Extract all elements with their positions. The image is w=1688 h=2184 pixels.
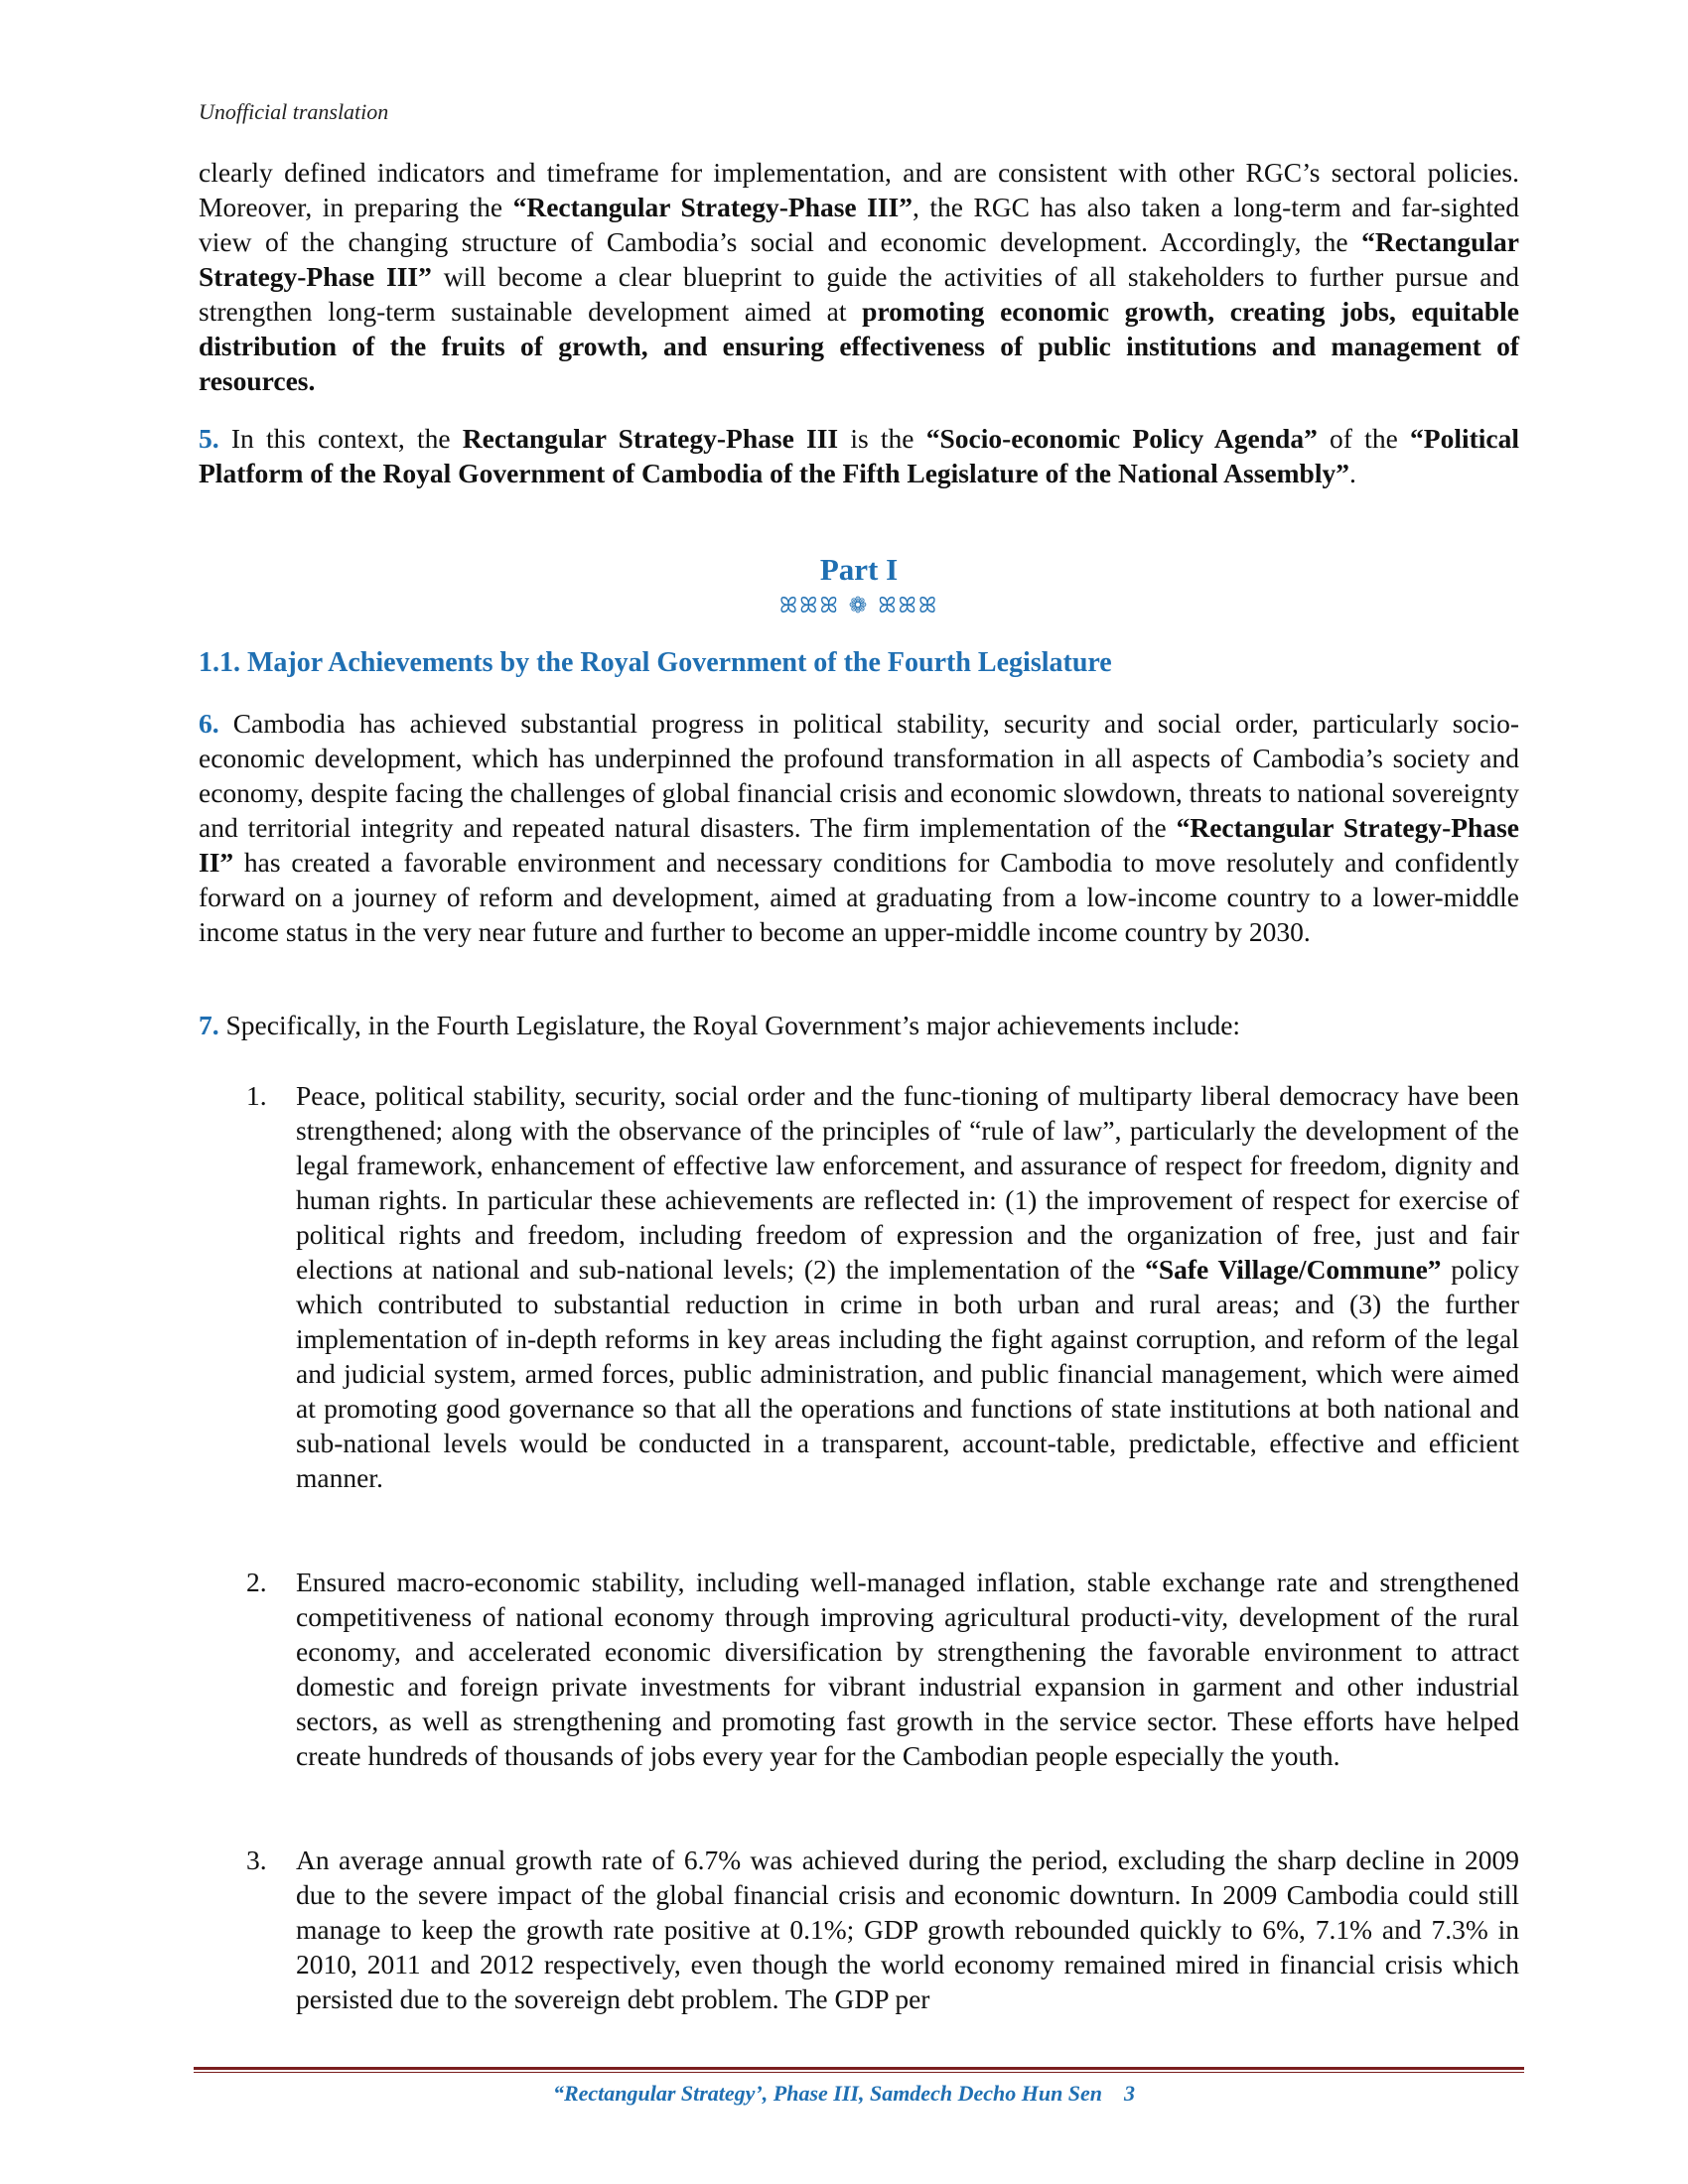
text-run: Cambodia has achieved substantial progress in political stability, security and social order, particularly socio-economic development, which has underpinned the profound transformation in all aspects of Cambodia’s society and economy, despite facing the challenges of global financial crisis and economic slowdown, threats to national sovereignty and territorial integrity and repeated natural disasters. The firm implementation of the — [199, 708, 1519, 843]
bold-run: “Political Platform of the Royal Government of Cambodia of the Fifth Legislature of the National Assembly” — [199, 423, 1519, 488]
list-marker: 1. — [246, 1080, 267, 1111]
text-run: Ensured macro-economic stability, including well-managed inflation, stable exchange rate and strengthened competitiveness of national economy through improving agricultural producti-vity, development of the rural economy, and accelerated economic diversification by strengthening the favorable environment to attract domestic and foreign private investments for vibrant industrial expansion in garment and other industrial sectors, as well as strengthening and promoting fast growth in the service sector. These efforts have helped create hundreds of thousands of jobs every year for the Cambodian people especially the youth. — [296, 1567, 1519, 1771]
bold-run: Rectangular Strategy-Phase III — [462, 423, 839, 454]
text-run: of the — [1317, 423, 1411, 454]
text-run: , the RGC has also taken a long-term and far-sighted view of the changing structure of Cambodia’s social and economic development. Accordingly, the — [199, 192, 1519, 257]
paragraph-number: 5. — [199, 423, 219, 454]
text-run: policy which contributed to substantial reduction in crime in both urban and rural areas; and (3) the further implementation of in-depth reforms in key areas including the fight against corruption, and reform of the legal and judicial system, armed forces, public administration, and public financial management, which were aimed at promoting good governance so that all the operations and functions of state institutions at both national and sub-national levels would be conducted in a transparent, account-table, predictable, effective and efficient manner. — [296, 1254, 1519, 1493]
text-run: has created a favorable environment and necessary conditions for Cambodia to move resolutely and confidently forward on a journey of reform and development, aimed at graduating from a low-income country to a lower-middle income status in the very near future and further to become an upper-middle income country by 2030. — [199, 847, 1519, 947]
bold-run: “Rectangular Strategy-Phase III” — [512, 192, 913, 222]
list-item-text — [296, 1843, 1519, 2016]
list-marker: 3. — [246, 1844, 267, 1875]
list-item-text — [296, 1565, 1519, 1773]
paragraph-7 — [199, 1008, 1519, 1042]
bold-run: “Rectangular Strategy-Phase II” — [199, 812, 1520, 878]
text-run: is the — [838, 423, 926, 454]
footer-rule — [194, 2067, 1524, 2073]
text-run: . — [1348, 458, 1356, 488]
text-run: clearly defined indicators and timeframe for implementation, and are consistent with other RGC’s sectoral policies. Moreover, in preparing the — [199, 157, 1519, 222]
text-run: An average annual growth rate of 6.7% was achieved during the period, excluding the sharp decline in 2009 due to the severe impact of the global financial crisis and economic downturn. In 2009 Cambodia could still manage to keep the growth rate positive at 0.1%; GDP growth rebounded quickly to 6%, 7.1% and 7.3% in 2010, 2011 and 2012 respectively, even though the world economy remained mired in financial crisis which persisted due to the sovereign debt problem. The GDP per — [296, 1844, 1519, 2014]
text-run: will become a clear blueprint to guide the activities of all stakeholders to further pursue and strengthen long-term sustainable development aimed at — [199, 261, 1519, 327]
page-number: 3 — [1124, 2081, 1136, 2106]
text-run: Peace, political stability, security, social order and the func-tioning of multiparty liberal democracy have been strengthened; along with the observance of the principles of “rule of law”, particularly the development of the legal framework, enhancement of effective law enforcement, and assurance of respect for freedom, dignity and human rights. In particular these achievements are reflected in: (1) the improvement of respect for exercise of political rights and freedom, including freedom of expression and the organization of free, just and fair elections at national and sub-national levels; (2) the implementation of the — [296, 1080, 1519, 1285]
part-title: Part I — [819, 552, 899, 587]
list-item-text — [296, 1078, 1519, 1495]
bold-run: promoting economic growth, creating jobs, equitable distribution of the fruits of growth, and ensuring effectiveness of public institutions and management of resources. — [199, 296, 1520, 396]
section-heading: 1.1. Major Achievements by the Royal Government of the Fourth Legislature — [199, 647, 1112, 678]
bold-run: “Socio-economic Policy Agenda” — [925, 423, 1318, 454]
paragraph-number: 6. — [199, 708, 219, 739]
footer — [0, 2081, 1688, 2107]
paragraph-6 — [199, 706, 1519, 949]
ornament-divider: ꕤꕤꕤ ❁ ꕤꕤꕤ — [778, 594, 939, 618]
paragraph-5 — [199, 421, 1519, 490]
paragraph-number: 7. — [199, 1010, 219, 1040]
bold-run: “Rectangular Strategy-Phase III” — [199, 226, 1519, 292]
text-run: Specifically, in the Fourth Legislature, the Royal Government’s major achievements include: — [218, 1010, 1241, 1040]
footer-title: “Rectangular Strategy’, Phase III, Samdech Decho Hun Sen — [552, 2081, 1103, 2106]
paragraph-continuation — [199, 155, 1519, 398]
header-note: Unofficial translation — [199, 99, 389, 124]
bold-run: “Safe Village/Commune” — [1145, 1254, 1442, 1285]
list-marker: 2. — [246, 1567, 267, 1597]
text-run: In this context, the — [218, 423, 463, 454]
